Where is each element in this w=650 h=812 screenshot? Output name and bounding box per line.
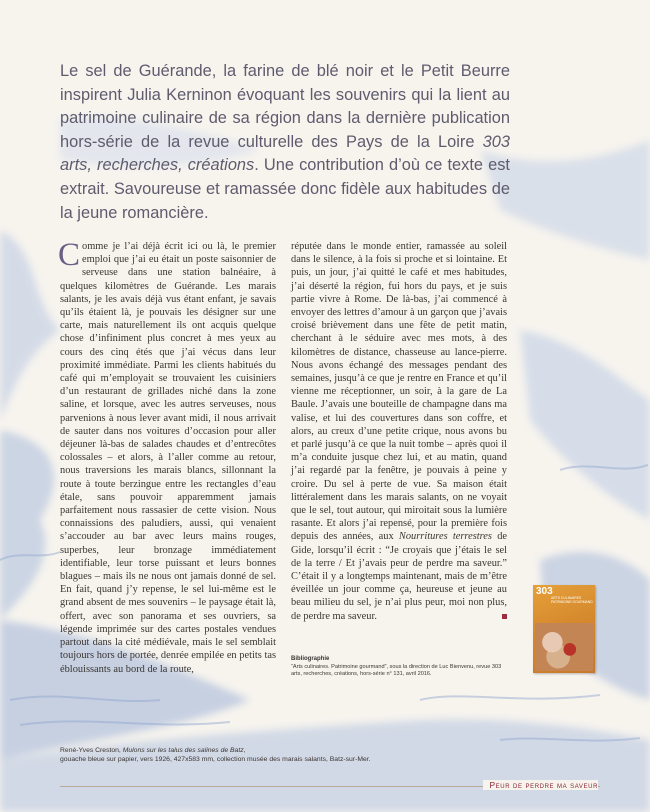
intro-text-part1: Le sel de Guérande, la farine de blé noir et le Petit Beurre inspirent Julia Kerninon évoquant les souvenirs qui la lient au patrimoine culinaire de sa région dans la dernière publication hors-série de la revue culturelle des Pays de la Loire (60, 62, 510, 151)
caption-artist: René-Yves Creston, (60, 747, 123, 754)
end-mark-icon (502, 614, 507, 619)
bibliography-text: “Arts culinaires. Patrimoine gourmand”, sous la direction de Luc Bienvenu, revue 303 arts, recherches, créations, hors-série n° 131, avril 2016. (291, 663, 502, 678)
book-cover-number: 303 (536, 586, 553, 597)
book-cover-food-photo (535, 623, 593, 671)
caption-comma: , (243, 747, 246, 754)
article-text-column-2: réputée dans le monde entier, ramassée au soleil dans le silence, à la fois si proche et si lointaine. Et puis, un jour, j’ai quitté le café et mes habitudes, j’ai déserté la région, fui hors du pays, et je suis partie vivre à Rome. De là-bas, j’ai commencé à envoyer des lettres d’amour à un garçon que j’avais croisé brièvement dans une fête de petit matin, cherchant à le séduire avec mes mots, à des kilomètres de distance, chasseuse au lance-pierre. Nous avons échangé des messages pendant des semaines, jusqu’à ce que je rentre en France et qu’il vienne me réceptionner, un soir, à la gare de La Baule. J’avais une bouteille de champagne dans ma valise, et lui des couvertures dans son coffre, et alors, au creux d’une petite crique, nous avons bu et parlé jusqu’à ce que la nuit tombe – après quoi il m’a conduite jusque chez lui, et au matin, quand j’ai regardé par la fenêtre, je pouvais à peine y croire. Du sel à perte de vue. Sa maison était littéralement dans les marais salants, on ne voyait que le sel, tout autour, qui miroitait sous la lumière rasante. Et alors j’ai repensé, pour la première fois depuis des années, aux (291, 241, 507, 543)
intro-text-part2: . Une contribution d’où ce texte est extrait. Savoureuse et ramassée donc fidèle aux habitudes de la jeune romancière. (60, 156, 510, 222)
gide-book-title: Nourritures terrestres (398, 531, 492, 543)
article-text-column-2b: de Gide, lorsqu’il écrit : “Je croyais que j’étais le sel de la terre / Et j’avais peur de perdre ma saveur.” C’était il y a longtemps maintenant, mais de m’être éveillée un jour comme ça, heureuse et jeune au beau milieu du sel, je n’ai plus peur, moi non plus, de perdre ma saveur. (291, 531, 508, 622)
article-column-left (58, 237, 276, 676)
article-text-column-1: omme je l’ai déjà écrit ici ou là, le premier emploi que j’ai eu était un poste saisonnier de serveuse dans une station balnéaire, à quelques kilomètres de Guérande. Les marais salants, je les avais déjà vus étant enfant, je savais qu’ils étaient là, je pouvais les désigner sur une carte, mais naturellement ils ont acquis quelque chose d’infiniment plus concret à mes yeux au cours des cinq étés que j’ai vécus dans leur proximité immédiate. Parmi les clients habitués du café qui m’employait se trouvaient les cuisiniers d’un restaurant de grillades niché dans la zone saline, et lorsque, avec les autres serveuses, nous parvenions à nous lever avant midi, il nous arrivait de sauter dans nos voitures d’occasion pour aller déjeuner là-bas de salades chaudes et d’entrecôtes colossales – et alors, à l’aller comme au retour, nous traversions les marais blancs, sillonnant la route à toute berzingue entre les rectangles d’eau étale, sans pouvoir apparemment jamais parfaitement nous rassasier de cette vision. Nous connaissions des paludiers, aussi, qui venaient s’accouder au bar avec leurs mains rouges, superbes, leur bronzage immédiatement identifiable, leur torse puissant et leurs bonnes blagues – mais ils ne nous ont jamais donné de sel. En fait, quand j’y repense, le sel lui-même est le grand absent de mes souvenirs – le paysage était là, offert, avec son panorama et ses ouvriers, sa légende imprimée sur des cartes postales vendues partout dans la cité médiévale, mais le sel semblait toujours hors de portée, denrée empilée en petits tas éblouissants au bord de la route, (60, 241, 276, 675)
caption-artwork-title: Mulons sur les talus des salines de Batz (122, 747, 244, 754)
book-cover-image (533, 585, 595, 673)
book-cover-title: ARTS CULINAIRES PATRIMOINE GOURMAND (551, 596, 593, 604)
bibliography-title: Bibliographie (291, 656, 330, 662)
caption-details: gouache bleue sur papier, vers 1926, 427x583 mm, collection musée des marais salants, Batz-sur-Mer. (60, 756, 371, 763)
bibliography (291, 656, 511, 679)
intro-paragraph (60, 60, 510, 225)
image-caption (60, 746, 420, 764)
drop-cap: C (58, 237, 81, 273)
article-column-right (291, 240, 507, 623)
running-footer: Peur de perdre ma saveur (483, 780, 598, 790)
intro-journal-title: 303 arts, recherches, créations (60, 132, 510, 175)
